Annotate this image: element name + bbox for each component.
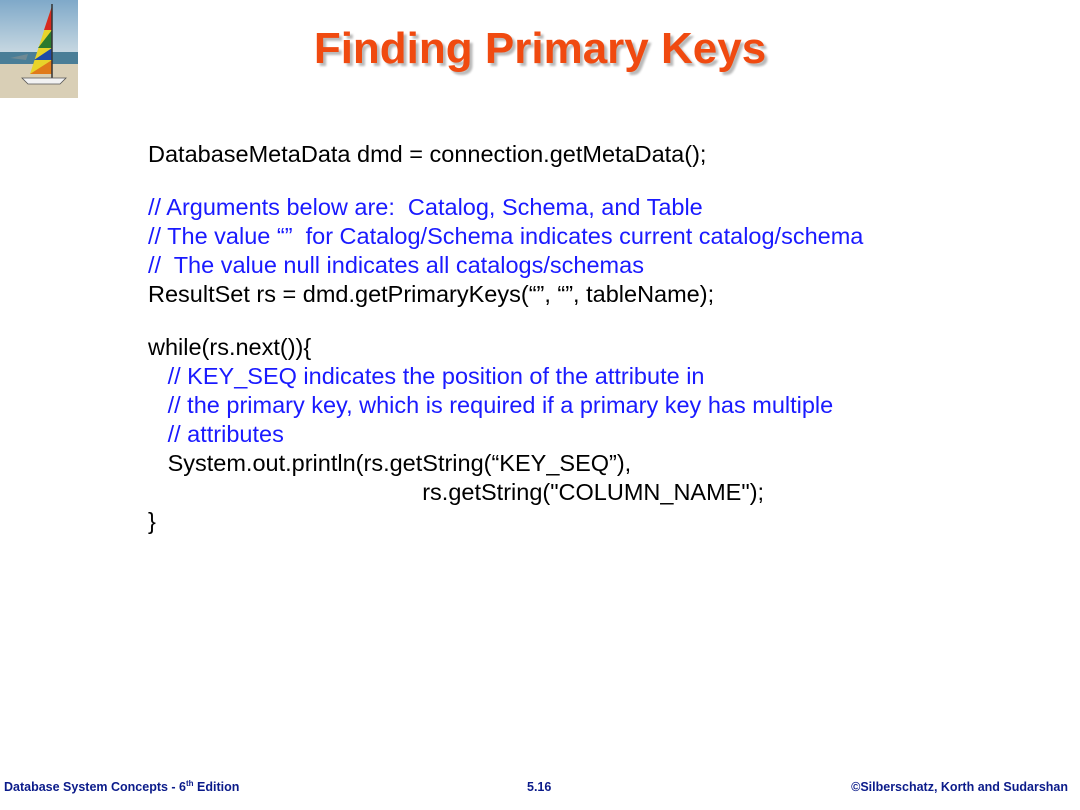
code-blank-line <box>148 309 1048 333</box>
code-line: while(rs.next()){ <box>148 334 312 360</box>
footer-edition-text: Edition <box>193 780 240 794</box>
code-line: rs.getString("COLUMN_NAME"); <box>148 479 765 505</box>
code-comment-line: // attributes <box>148 421 284 447</box>
code-comment-line: // Arguments below are: Catalog, Schema, and Table <box>148 194 703 220</box>
footer-edition-sup: th <box>186 778 194 788</box>
code-comment-line: // KEY_SEQ indicates the position of the attribute in <box>148 363 705 389</box>
code-comment-line: // The value “” for Catalog/Schema indicates current catalog/schema <box>148 223 864 249</box>
footer-copyright: ©Silberschatz, Korth and Sudarshan <box>851 780 1068 794</box>
code-comment-line: // the primary key, which is required if a primary key has multiple <box>148 392 834 418</box>
code-line: ResultSet rs = dmd.getPrimaryKeys(“”, “”, tableName); <box>148 281 715 307</box>
code-comment-line: // The value null indicates all catalogs/schemas <box>148 252 644 278</box>
footer-book-title-text: Database System Concepts - 6 <box>4 780 187 794</box>
slide-title: Finding Primary Keys <box>313 24 767 73</box>
footer-book-title <box>4 779 239 794</box>
code-blank-line <box>148 169 1048 193</box>
code-line: DatabaseMetaData dmd = connection.getMetaData(); <box>148 141 707 167</box>
code-line: } <box>148 508 156 534</box>
footer-page-number: 5.16 <box>527 780 552 794</box>
code-line: System.out.println(rs.getString(“KEY_SEQ”), <box>148 450 632 476</box>
code-block <box>148 140 1048 536</box>
